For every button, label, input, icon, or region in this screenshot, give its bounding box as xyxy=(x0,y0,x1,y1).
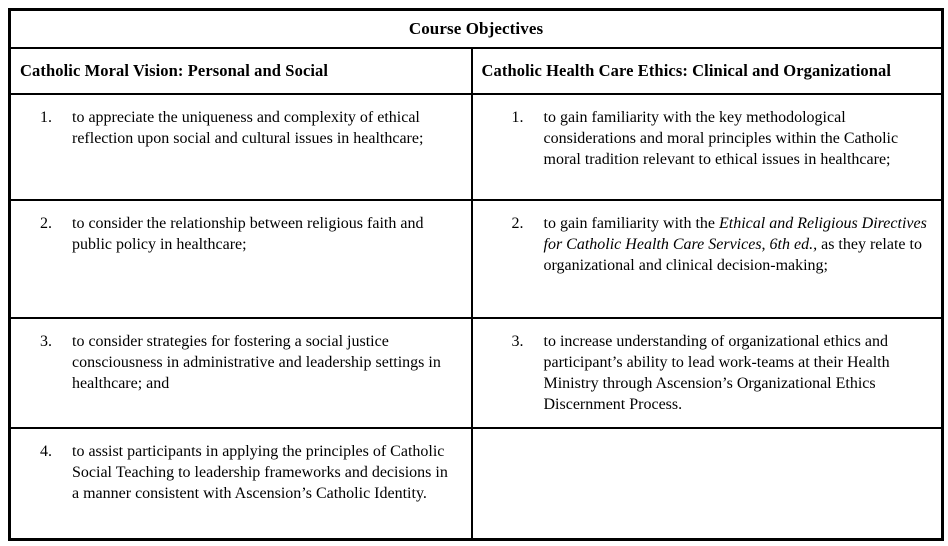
objective-cell xyxy=(472,200,943,318)
objective-item xyxy=(11,201,471,255)
objective-text xyxy=(544,107,942,170)
objective-row xyxy=(10,94,943,200)
objective-text-segment: to assist participants in applying the principles of Catholic Social Teaching to leadership frameworks and decisions in a manner consistent with Ascension’s Catholic Identity. xyxy=(72,443,448,502)
objective-item xyxy=(473,95,942,170)
table-title: Course Objectives xyxy=(10,10,943,49)
column-header-moral-vision: Catholic Moral Vision: Personal and Social xyxy=(10,48,472,94)
objective-text-segment: to consider the relationship between religious faith and public policy in healthcare; xyxy=(72,215,424,253)
objective-text-segment: to consider strategies for fostering a social justice consciousness in administrative and leadership settings in healthcare; and xyxy=(72,333,441,392)
objective-cell xyxy=(10,94,472,200)
objective-text xyxy=(72,331,471,394)
objective-row xyxy=(10,318,943,428)
table-title-row xyxy=(10,10,943,49)
column-header-health-care-ethics: Catholic Health Care Ethics: Clinical and Organizational xyxy=(472,48,943,94)
objective-item xyxy=(11,95,471,149)
objectives-body xyxy=(10,94,943,540)
objective-text xyxy=(72,107,471,149)
objective-item xyxy=(473,319,942,415)
objective-row xyxy=(10,428,943,540)
objective-cell xyxy=(10,428,472,540)
objective-item xyxy=(11,429,471,504)
objective-cell xyxy=(472,428,943,540)
objective-text-segment: to gain familiarity with the key methodological considerations and moral principles within the Catholic moral tradition relevant to ethical issues in healthcare; xyxy=(543,109,899,168)
objective-cell xyxy=(472,318,943,428)
objective-number: 3. xyxy=(40,333,52,350)
objective-text-italic-segment: Ethical and Religious Directives for Catholic Health Care Services, 6th ed., xyxy=(543,215,927,253)
objective-item xyxy=(473,201,942,276)
objective-text xyxy=(72,213,471,255)
objective-text-segment: to appreciate the uniqueness and complexity of ethical reflection upon social and cultural issues in healthcare; xyxy=(72,109,424,147)
objective-number: 4. xyxy=(40,443,52,460)
objective-item xyxy=(11,319,471,394)
objective-cell xyxy=(472,94,943,200)
objective-number: 2. xyxy=(40,215,52,232)
objective-text xyxy=(544,213,942,276)
objective-row xyxy=(10,200,943,318)
column-header-row xyxy=(10,48,943,94)
course-objectives-table xyxy=(8,8,944,541)
objective-cell xyxy=(10,200,472,318)
objective-number: 3. xyxy=(511,333,524,350)
objective-number: 2. xyxy=(511,215,524,232)
objective-text-segment: to gain familiarity with the xyxy=(543,215,720,232)
objective-cell xyxy=(10,318,472,428)
objective-number: 1. xyxy=(511,109,524,126)
objective-text xyxy=(544,331,942,415)
objective-number: 1. xyxy=(40,109,52,126)
objective-text-segment: as they relate to organizational and clinical decision-making; xyxy=(543,236,922,274)
objective-text xyxy=(72,441,471,504)
objective-text-segment: to increase understanding of organizational ethics and participant’s ability to lead work-teams at their Health Ministry through Ascension’s Organizational Ethics Discernment Process. xyxy=(543,333,890,413)
